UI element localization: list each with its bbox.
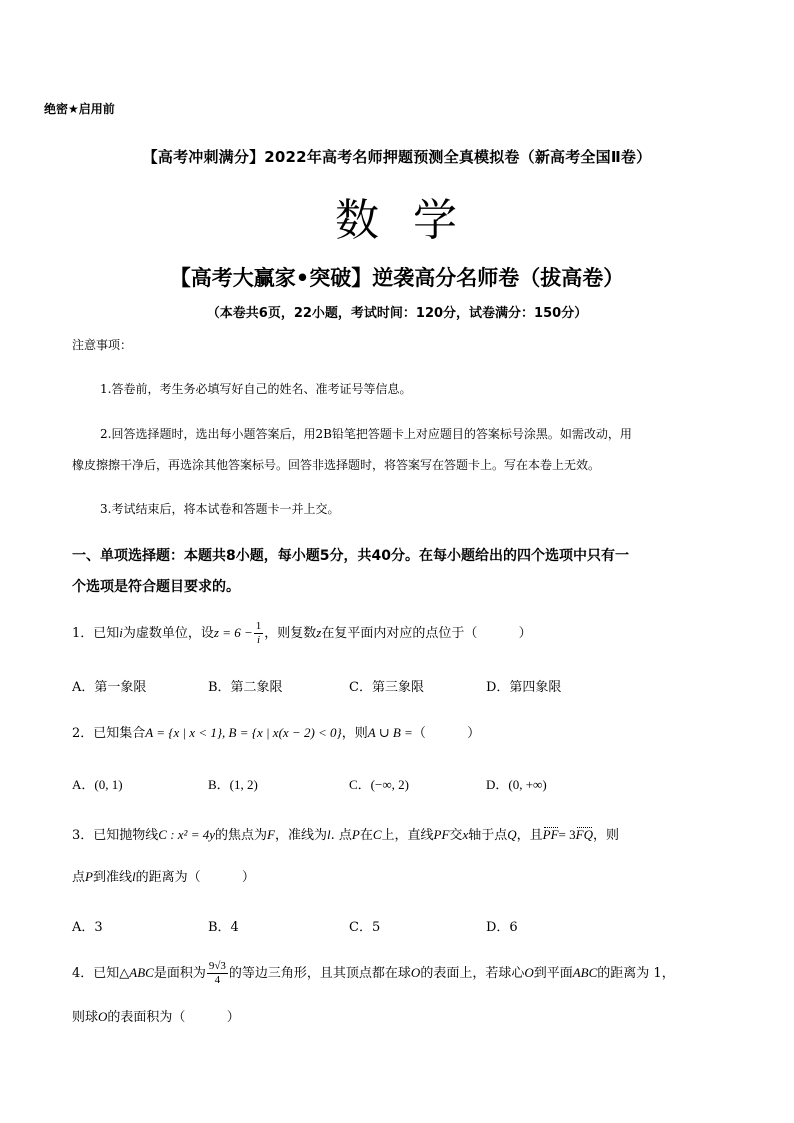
q4-text-f: 的表面上，若球心 xyxy=(420,966,525,981)
q1-option-c: C．第三象限 xyxy=(349,680,424,695)
paper-subtitle: 【高考大赢家•突破】逆袭高分名师卷（拔高卷） xyxy=(169,266,625,290)
q2-text-c: ，则 xyxy=(341,726,368,741)
q1-text-g: 在复平面内对应的点位于（ ） xyxy=(321,626,532,641)
q2-option-c: C．(−∞, 2) xyxy=(349,777,409,792)
note-item-3: 3.考试结束后，将本试卷和答题卡一并上交。 xyxy=(100,502,340,516)
q1-var-i: i xyxy=(119,625,123,640)
q1-text-c: 为虚数单位，设 xyxy=(122,626,214,641)
q1-text-a: 1．已知 xyxy=(72,626,120,641)
q3-text-g: . 点 xyxy=(330,828,352,843)
q4-line2-a: 则球 xyxy=(72,1010,99,1025)
exam-series-title: 【高考冲刺满分】2022年高考名师押题预测全真模拟卷（新高考全国Ⅱ卷） xyxy=(142,148,652,166)
q3-line2-l: l xyxy=(131,869,136,884)
confidential-label: 绝密★启用前 xyxy=(44,102,115,116)
q3-var-f: F xyxy=(267,827,275,842)
q3-var-p: P xyxy=(351,827,360,842)
q3-vector-pf: PF xyxy=(542,827,559,842)
q2-text-e: （ ） xyxy=(412,726,481,741)
q1-var-z: z xyxy=(316,625,322,640)
q2-option-a: A．(0, 1) xyxy=(72,777,123,792)
q3-text-s: = 3 xyxy=(558,827,576,842)
notes-heading: 注意事项： xyxy=(72,338,133,352)
q1-frac-num: 1 xyxy=(255,620,262,632)
q4-text-d: 的等边三角形，且其顶点都在球 xyxy=(228,966,411,981)
q3-text-i: 在 xyxy=(359,828,373,843)
q4-frac-den: 4 xyxy=(214,974,221,986)
q3-option-d: D．6 xyxy=(486,920,518,935)
q3-text-e: ，准线为 xyxy=(274,828,327,843)
note-item-2: 2.回答选择题时，选出每小题答案后，用2B铅笔把答题卡上对应题目的答案标号涂黑。如需改动，用 xyxy=(100,427,632,441)
q3-text-u: ，则 xyxy=(592,828,619,843)
q3-parabola: C : x² = 4y xyxy=(158,827,215,842)
q2-option-b: B．(1, 2) xyxy=(208,777,258,792)
question-4-stem xyxy=(72,958,675,989)
subject-title: 数 学 xyxy=(335,195,459,246)
q1-option-d: D．第四象限 xyxy=(486,680,562,695)
q3-text-k: 上，直线 xyxy=(381,828,434,843)
q1-text-e: ，则复数 xyxy=(264,626,317,641)
question-2-stem xyxy=(72,722,480,741)
q3-line2-e: 的距离为（ ） xyxy=(135,870,255,885)
q3-option-b: B．4 xyxy=(208,920,239,935)
q2-sets: A = {x | x < 1}, B = {x | x(x − 2) < 0} xyxy=(145,725,342,740)
q1-option-b: B．第二象限 xyxy=(208,680,283,695)
q4-triangle: △ABC xyxy=(119,965,154,980)
q1-expr: z = 6 − xyxy=(213,625,253,640)
q4-text-j: 的距离为 1， xyxy=(597,966,675,981)
q3-option-c: C．5 xyxy=(349,920,381,935)
q3-text-m: 交 xyxy=(449,828,463,843)
q3-line-pf: PF xyxy=(433,827,450,842)
q3-text-o: 轴于点 xyxy=(468,828,508,843)
section-heading: 一、单项选择题：本题共8小题，每小题5分，共40分。在每小题给出的四个选项中只有一 xyxy=(72,548,629,564)
question-3-stem-cont xyxy=(72,866,255,885)
q1-fraction xyxy=(254,621,264,646)
note-item-1: 1.答卷前，考生务必填写好自己的姓名、准考证号等信息。 xyxy=(100,382,412,396)
q4-text-c: 是面积为 xyxy=(153,966,206,981)
q4-var-o2: O xyxy=(524,965,534,980)
q2-union: A ∪ B = xyxy=(367,725,413,740)
q3-line2-c: 到准线 xyxy=(92,870,132,885)
q4-frac-num: 9√3 xyxy=(208,960,226,972)
question-4-stem-cont xyxy=(72,1006,240,1025)
q3-text-a: 3．已知抛物线 xyxy=(72,828,159,843)
q4-plane: ABC xyxy=(572,965,598,980)
q4-var-o: O xyxy=(410,965,421,980)
q3-line2-p: P xyxy=(85,869,93,884)
q2-text-a: 2．已知集合 xyxy=(72,726,146,741)
q3-var-c: C xyxy=(372,827,382,842)
q4-fraction xyxy=(207,961,228,986)
note-item-2-cont: 橡皮擦擦干净后，再选涂其他答案标号。回答非选择题时，将答案写在答题卡上。写在本卷上无效。 xyxy=(72,458,601,472)
q3-line2-a: 点 xyxy=(72,870,86,885)
q3-text-q: ，且 xyxy=(516,828,543,843)
q3-option-a: A．3 xyxy=(72,920,103,935)
question-1-stem xyxy=(72,620,532,647)
q3-var-q: Q xyxy=(507,827,517,842)
q4-text-h: 到平面 xyxy=(533,966,573,981)
section-heading-cont: 个选项是符合题目要求的。 xyxy=(72,579,240,595)
q4-line2-c: 的表面积为（ ） xyxy=(107,1010,240,1025)
q3-vector-fq: FQ xyxy=(575,827,593,842)
exam-info: （本卷共6页，22小题，考试时间：120分，试卷满分：150分） xyxy=(206,306,588,321)
q1-frac-den: i xyxy=(257,634,261,646)
q4-line2-o: O xyxy=(98,1009,108,1024)
q1-option-a: A．第一象限 xyxy=(72,680,147,695)
q3-text-c: 的焦点为 xyxy=(215,828,268,843)
q2-option-d: D．(0, +∞) xyxy=(486,777,547,792)
question-3-stem xyxy=(72,824,619,843)
q4-text-a: 4．已知 xyxy=(72,966,120,981)
q3-var-l: l xyxy=(326,827,331,842)
q3-var-x: x xyxy=(462,827,469,842)
